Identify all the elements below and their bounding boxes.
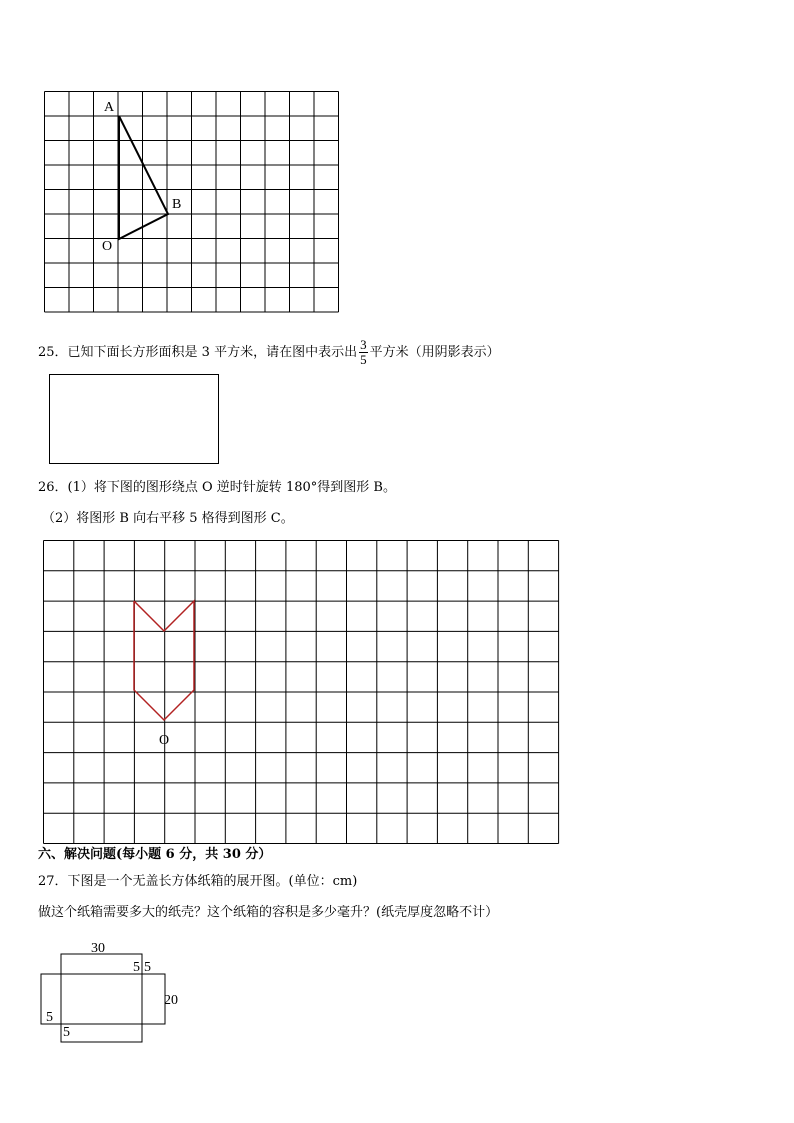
triangle-grid-figure bbox=[0, 0, 794, 340]
arrow-shape-a bbox=[134, 601, 194, 720]
triangle-aob bbox=[119, 116, 168, 239]
fraction-3-5: $\frac{3}{5}$ bbox=[360, 337, 367, 367]
point-o-label: O bbox=[159, 733, 170, 748]
net-bottom-face bbox=[61, 974, 165, 1024]
box-net-figure bbox=[0, 930, 300, 1050]
question-27-line2: 做这个纸箱需要多大的纸壳？这个纸箱的容积是多少毫升？(纸壳厚度忽略不计） bbox=[38, 905, 499, 920]
net-bottom-flap bbox=[61, 1024, 142, 1042]
net-top-flap bbox=[61, 954, 142, 974]
grid-lines bbox=[45, 92, 339, 313]
question-25 bbox=[38, 338, 500, 367]
point-a-label: A bbox=[104, 100, 115, 115]
net-right-flap bbox=[142, 974, 165, 1024]
point-b-label: B bbox=[172, 197, 182, 212]
section-6-title: 六、解决问题(每小题 6 分，共 30 分） bbox=[38, 847, 272, 862]
point-o-label: O bbox=[102, 239, 113, 254]
rectangle-area-box bbox=[49, 374, 219, 464]
question-27-line1: 27．下图是一个无盖长方体纸箱的展开图。(单位：cm) bbox=[38, 874, 358, 889]
dim-5b-label: 5 bbox=[144, 960, 151, 975]
question-26-part1: 26．(1）将下图的图形绕点 O 逆时针旋转 180°得到图形 B。 bbox=[38, 480, 396, 495]
grid-lines bbox=[44, 541, 559, 844]
dim-5-left-label: 5 bbox=[46, 1010, 53, 1025]
dim-30-label: 30 bbox=[91, 941, 105, 956]
question-25-suffix: 平方米（用阴影表示） bbox=[369, 345, 500, 360]
question-26-part2: （2）将图形 B 向右平移 5 格得到图形 C。 bbox=[42, 511, 294, 526]
dim-5a-label: 5 bbox=[133, 960, 140, 975]
question-25-text: 25．已知下面长方形面积是 3 平方米，请在图中表示出 bbox=[38, 345, 358, 360]
rotation-grid-figure bbox=[0, 530, 794, 850]
dim-5-bottom-label: 5 bbox=[63, 1025, 70, 1040]
dim-20-label: 20 bbox=[164, 993, 178, 1008]
